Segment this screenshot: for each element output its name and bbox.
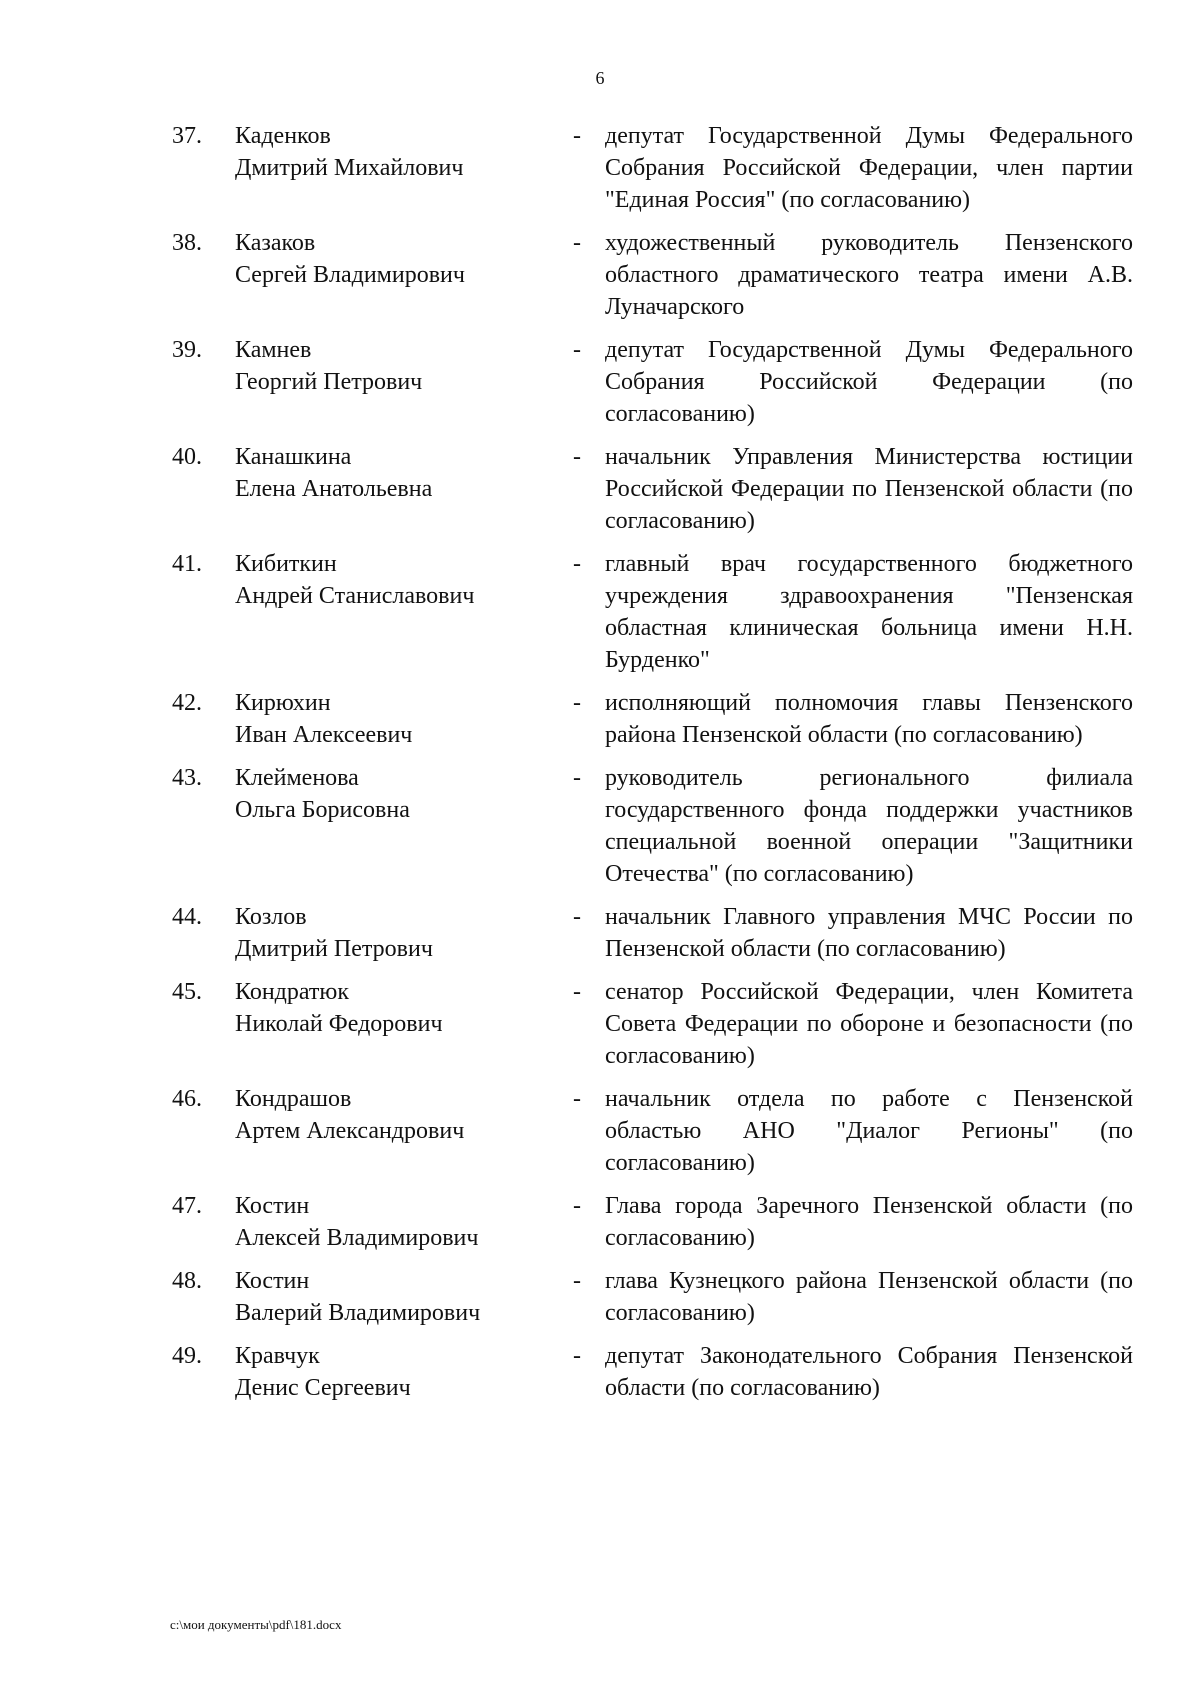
surname: Камнев [235,337,312,363]
separator-dash: - [573,979,581,1005]
person-name [235,1083,565,1147]
page-number: 6 [595,68,605,88]
surname: Клейменова [235,765,359,791]
position-description: начальник Главного управления МЧС России по Пензенской области (по согласованию) [605,904,1133,962]
item-number: 41. [172,551,202,577]
given-name: Георгий Петрович [235,369,423,395]
person-name [235,687,565,751]
given-name: Сергей Владимирович [235,262,465,288]
person-name [235,1340,565,1404]
separator-dash: - [573,1086,581,1112]
position-description: депутат Государственной Думы Федерального Собрания Российской Федерации, член партии "Единая Россия" (по согласованию) [605,123,1133,213]
surname: Кирюхин [235,690,331,716]
list-item [0,548,1200,676]
separator-dash: - [573,765,581,791]
item-number: 38. [172,230,202,256]
surname: Казаков [235,230,316,256]
list-item [0,901,1200,965]
list-item [0,1265,1200,1329]
item-number: 47. [172,1193,202,1219]
given-name: Ольга Борисовна [235,797,410,823]
given-name: Валерий Владимирович [235,1300,481,1326]
position-description: депутат Законодательного Собрания Пензенской области (по согласованию) [605,1343,1133,1401]
item-number: 46. [172,1086,202,1112]
position-description: начальник отдела по работе с Пензенской областью АНО "Диалог Регионы" (по согласованию) [605,1086,1133,1176]
position-description: глава Кузнецкого района Пензенской области (по согласованию) [605,1268,1133,1326]
position-description: сенатор Российской Федерации, член Комитета Совета Федерации по обороне и безопасности (по согласованию) [605,979,1133,1069]
separator-dash: - [573,123,581,149]
item-number: 43. [172,765,202,791]
separator-dash: - [573,337,581,363]
person-name [235,1190,565,1254]
separator-dash: - [573,1343,581,1369]
surname: Козлов [235,904,307,930]
position-description: Глава города Заречного Пензенской области (по согласованию) [605,1193,1133,1251]
given-name: Алексей Владимирович [235,1225,479,1251]
person-name [235,334,565,398]
item-number: 48. [172,1268,202,1294]
position-description: главный врач государственного бюджетного учреждения здравоохранения "Пензенская областная клиническая больница имени Н.Н. Бурденко" [605,551,1133,673]
list-item [0,227,1200,323]
file-path-footer: c:\мои документы\pdf\181.docx [170,1617,342,1632]
item-number: 39. [172,337,202,363]
person-name [235,441,565,505]
position-description: художественный руководитель Пензенского областного драматического театра имени А.В. Луначарского [605,230,1133,320]
given-name: Андрей Станиславович [235,583,475,609]
item-number: 42. [172,690,202,716]
given-name: Иван Алексеевич [235,722,413,748]
person-name [235,227,565,291]
given-name: Дмитрий Михайлович [235,155,464,181]
surname: Кондрашов [235,1086,352,1112]
list-item [0,1340,1200,1404]
separator-dash: - [573,690,581,716]
list-item [0,1190,1200,1254]
person-name [235,976,565,1040]
position-description: начальник Управления Министерства юстиции Российской Федерации по Пензенской области (по согласованию) [605,444,1133,534]
member-list [0,120,1200,1415]
item-number: 44. [172,904,202,930]
given-name: Николай Федорович [235,1011,443,1037]
separator-dash: - [573,444,581,470]
separator-dash: - [573,230,581,256]
person-name [235,548,565,612]
given-name: Артем Александрович [235,1118,465,1144]
surname: Кибиткин [235,551,337,577]
given-name: Дмитрий Петрович [235,936,433,962]
separator-dash: - [573,551,581,577]
item-number: 45. [172,979,202,1005]
surname: Канашкина [235,444,352,470]
list-item [0,1083,1200,1179]
surname: Костин [235,1268,310,1294]
given-name: Елена Анатольевна [235,476,433,502]
person-name [235,901,565,965]
list-item [0,120,1200,216]
separator-dash: - [573,904,581,930]
separator-dash: - [573,1193,581,1219]
surname: Каденков [235,123,331,149]
separator-dash: - [573,1268,581,1294]
position-description: руководитель регионального филиала государственного фонда поддержки участников специальной военной операции "Защитники Отечества" (по согласованию) [605,765,1133,887]
item-number: 49. [172,1343,202,1369]
person-name [235,1265,565,1329]
position-description: депутат Государственной Думы Федерального Собрания Российской Федерации (по согласованию) [605,337,1133,427]
surname: Кондратюк [235,979,349,1005]
list-item [0,334,1200,430]
given-name: Денис Сергеевич [235,1375,411,1401]
list-item [0,687,1200,751]
list-item [0,441,1200,537]
item-number: 40. [172,444,202,470]
item-number: 37. [172,123,202,149]
person-name [235,762,565,826]
list-item [0,976,1200,1072]
surname: Костин [235,1193,310,1219]
position-description: исполняющий полномочия главы Пензенского района Пензенской области (по согласованию) [605,690,1133,748]
person-name [235,120,565,184]
list-item [0,762,1200,890]
surname: Кравчук [235,1343,320,1369]
